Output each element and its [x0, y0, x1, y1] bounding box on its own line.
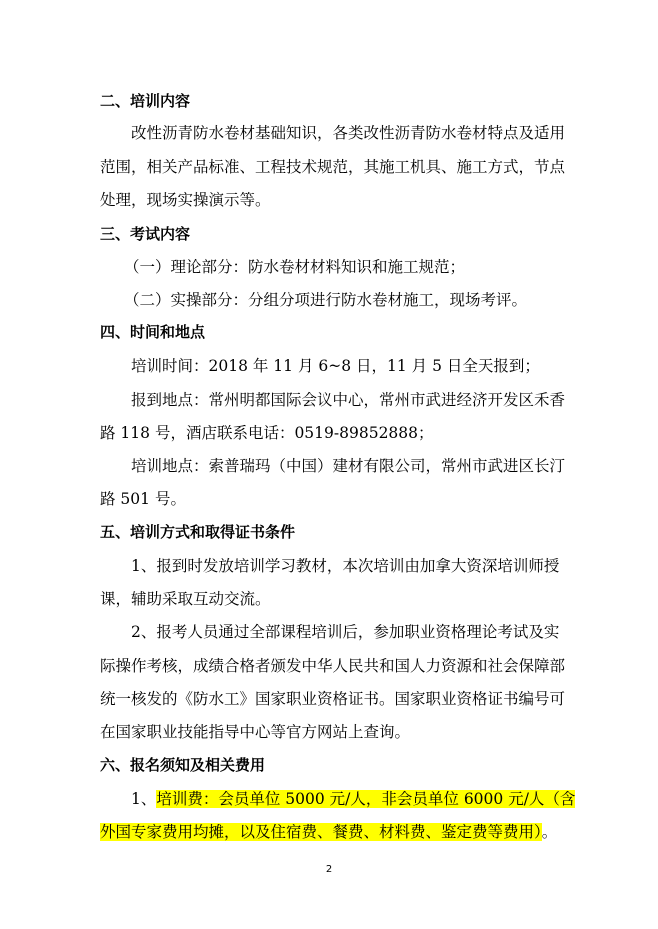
paragraph-line: 路 501 号。: [100, 490, 186, 508]
section-heading-training-content: 二、培训内容: [100, 92, 191, 110]
highlighted-fee-text: 培训费：会员单位 5000 元/人，非会员单位 6000 元/人（含: [156, 790, 576, 808]
page-number: 2: [325, 864, 333, 875]
highlighted-fee-text: 外国专家费用均摊，以及住宿费、餐费、材料费、鉴定费等费用）: [100, 823, 542, 841]
fee-line-1: [131, 788, 575, 810]
paragraph-line: 培训时间：2018 年 11 月 6~8 日，11 月 5 日全天报到；: [131, 357, 540, 375]
paragraph-line: 在国家职业技能指导中心等官方网站上查询。: [100, 723, 411, 741]
paragraph-line: 培训地点：索普瑞玛（中国）建材有限公司，常州市武进区长汀: [131, 457, 566, 475]
fee-line-end: 。: [541, 823, 558, 841]
paragraph-line: （一）理论部分：防水卷材材料知识和施工规范；: [124, 258, 466, 276]
paragraph-line: 改性沥青防水卷材基础知识，各类改性沥青防水卷材特点及适用: [131, 124, 566, 142]
section-heading-time-place: 四、时间和地点: [100, 323, 206, 341]
section-heading-training-method: 五、培训方式和取得证书条件: [100, 523, 296, 541]
paragraph-line: 课，辅助采取互动交流。: [100, 590, 271, 608]
paragraph-line: 路 118 号，酒店联系电话：0519-89852888；: [100, 424, 434, 442]
paragraph-line: 处理，现场实操演示等。: [100, 191, 271, 209]
fee-line-2: [100, 821, 557, 843]
section-heading-exam-content: 三、考试内容: [100, 225, 191, 243]
paragraph-line: （二）实操部分：分组分项进行防水卷材施工，现场考评。: [124, 291, 528, 309]
paragraph-line: 2、报考人员通过全部课程培训后，参加职业资格理论考试及实: [131, 623, 560, 641]
section-heading-registration-fees: 六、报名须知及相关费用: [100, 756, 266, 774]
paragraph-line: 报到地点：常州明都国际会议中心，常州市武进经济开发区禾香: [131, 391, 566, 409]
fee-item-number: 1、: [131, 790, 157, 808]
paragraph-line: 际操作考核，成绩合格者颁发中华人民共和国人力资源和社会保障部: [100, 657, 566, 675]
paragraph-line: 范围，相关产品标准、工程技术规范，其施工机具、施工方式，节点: [100, 158, 566, 176]
paragraph-line: 统一核发的《防水工》国家职业资格证书。国家职业资格证书编号可: [100, 690, 566, 708]
paragraph-line: 1、报到时发放培训学习教材，本次培训由加拿大资深培训师授: [131, 557, 560, 575]
